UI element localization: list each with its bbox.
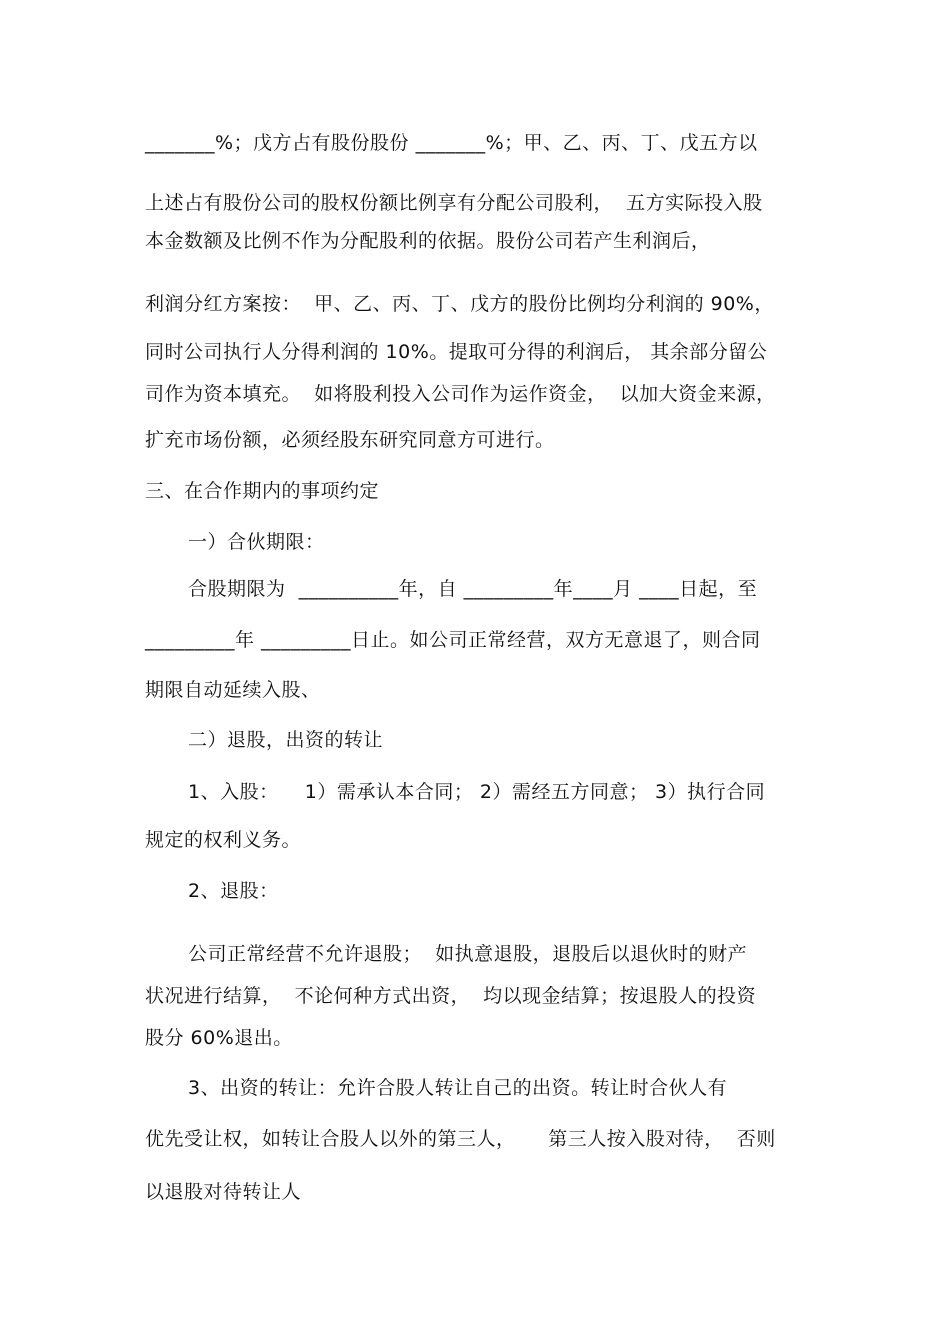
text-line: 期限自动延续入股、 bbox=[145, 679, 321, 701]
text-line: _______%；戊方占有股份股份 _______%；甲、乙、丙、丁、戊五方以 bbox=[145, 132, 758, 154]
text-line: 合股期限为 __________年，自 _________年____月 ____日起，至 bbox=[188, 578, 758, 600]
text-line: 3、出资的转让：允许合股人转让自己的出资。转让时合伙人有 bbox=[188, 1077, 728, 1099]
text-line: 1、入股： 1）需承认本合同； 2）需经五方同意； 3）执行合同 bbox=[188, 781, 766, 803]
text-line: 状况进行结算， 不论何种方式出资， 均以现金结算；按退股人的投资 bbox=[145, 985, 757, 1007]
text-line: 以退股对待转让人 bbox=[145, 1181, 302, 1203]
text-line: 规定的权利义务。 bbox=[145, 829, 302, 851]
text-line: 司作为资本填充。 如将股利投入公司作为运作资金， 以加大资金来源， bbox=[145, 383, 776, 405]
text-line: 股分 60%退出。 bbox=[145, 1027, 293, 1049]
text-line: 上述占有股份公司的股权份额比例享有分配公司股利， 五方实际投入股 bbox=[145, 192, 763, 214]
text-line: 2、退股： bbox=[188, 880, 279, 902]
text-line: _________年 _________日止。如公司正常经营，双方无意退了，则合同 bbox=[145, 629, 761, 651]
text-line: 利润分红方案按： 甲、乙、丙、丁、戊方的股份比例均分利润的 90%， bbox=[145, 293, 774, 315]
subsection-heading: 一）合伙期限： bbox=[188, 531, 325, 553]
text-line: 同时公司执行人分得利润的 10%。提取可分得的利润后， 其余部分留公 bbox=[145, 341, 768, 363]
text-line: 公司正常经营不允许退股； 如执意退股，退股后以退伙时的财产 bbox=[188, 943, 748, 965]
text-line: 优先受让权，如转让合股人以外的第三人， 第三人按入股对待， 否则 bbox=[145, 1128, 776, 1150]
text-line: 扩充市场份额，必须经股东研究同意方可进行。 bbox=[145, 429, 555, 451]
subsection-heading: 二）退股，出资的转让 bbox=[188, 729, 384, 751]
section-heading: 三、在合作期内的事项约定 bbox=[145, 480, 380, 502]
text-line: 本金数额及比例不作为分配股利的依据。股份公司若产生利润后， bbox=[145, 230, 711, 252]
